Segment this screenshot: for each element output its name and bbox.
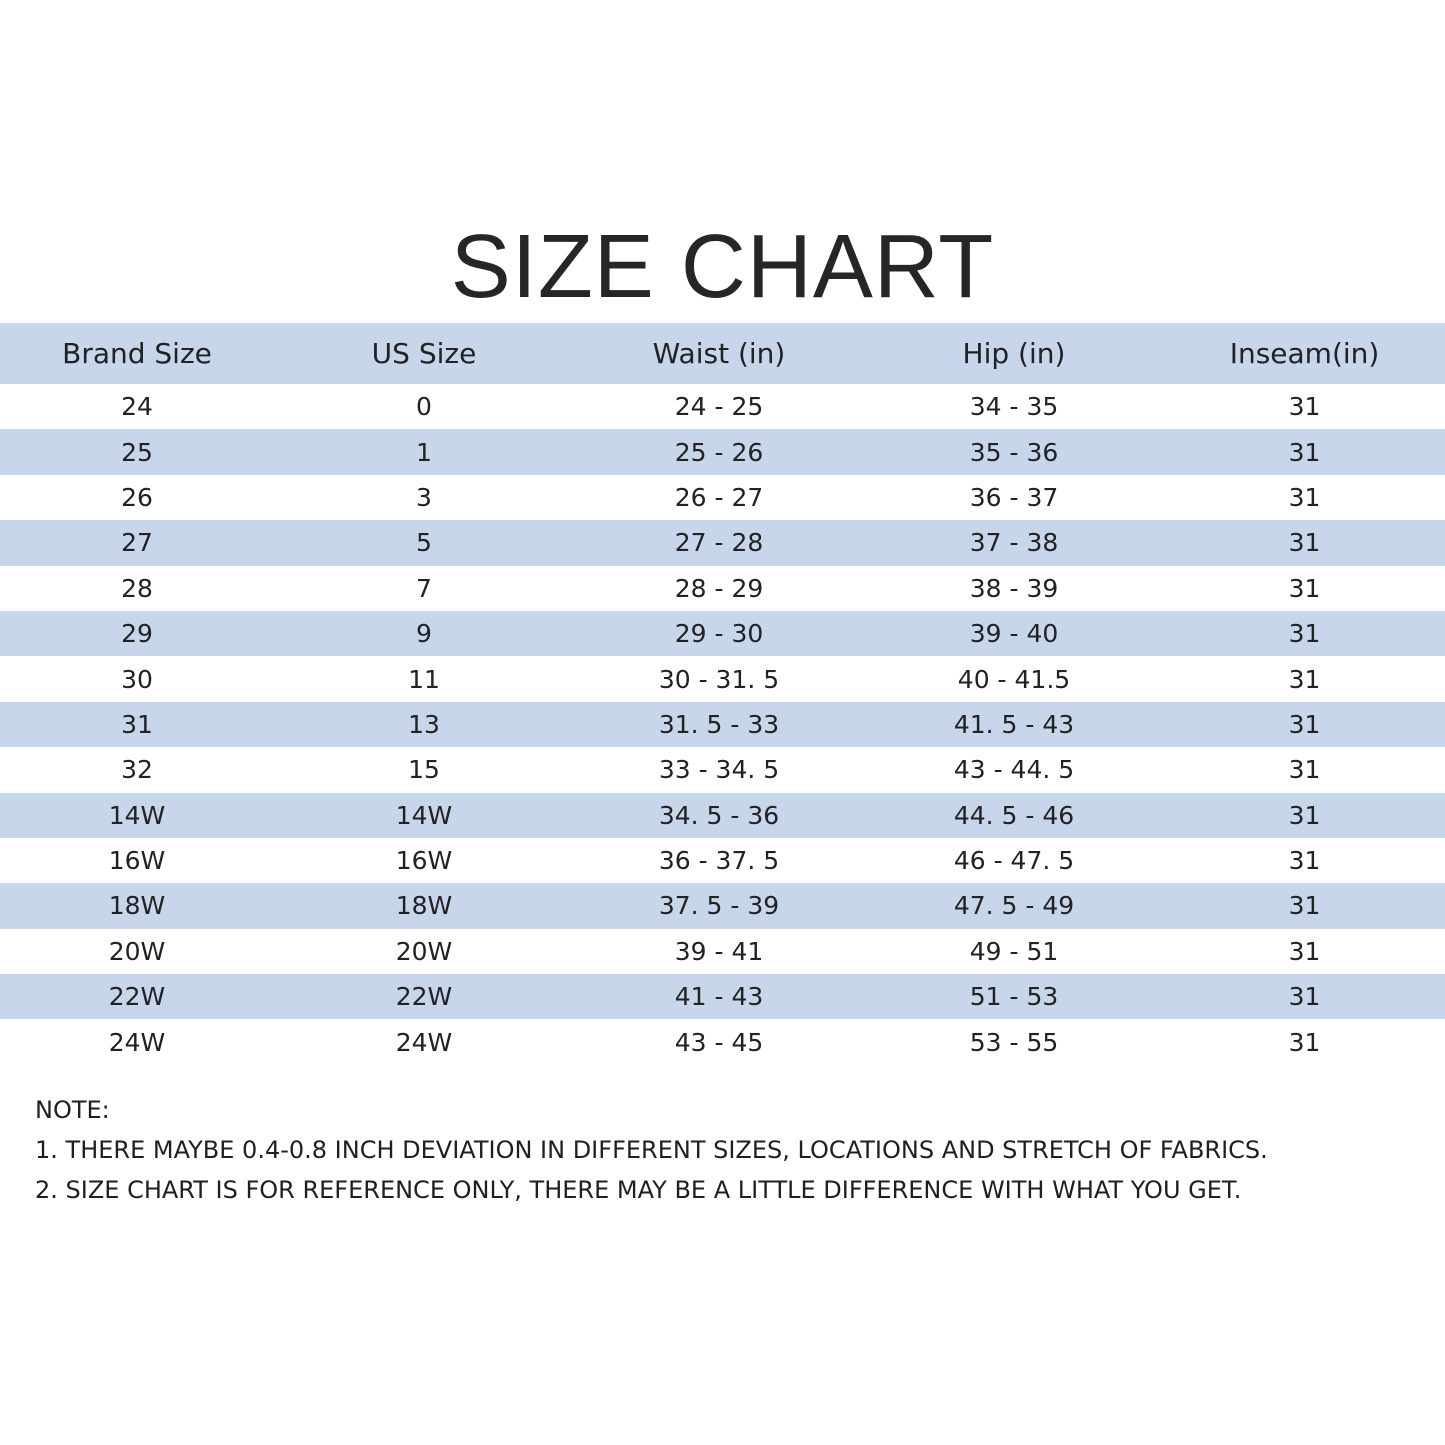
cell-waist: 25 - 26 [674,437,764,467]
cell-hip: 43 - 44. 5 [953,755,1075,785]
cell-waist: 29 - 30 [674,619,764,649]
column-header-hip: Hip (in) [962,337,1066,370]
size-chart-table [0,323,1445,1065]
notes-heading: NOTE: [35,1096,110,1124]
cell-hip: 37 - 38 [969,528,1059,558]
cell-hip: 39 - 40 [969,619,1059,649]
cell-brand-size: 24W [108,1027,166,1057]
cell-hip: 36 - 37 [969,482,1059,512]
note-line-2: 2. SIZE CHART IS FOR REFERENCE ONLY, THERE MAY BE A LITTLE DIFFERENCE WITH WHAT YOU GET. [35,1176,1242,1204]
cell-inseam: 31 [1288,936,1321,966]
cell-us-size: 16W [395,846,453,876]
cell-us-size: 24W [395,1027,453,1057]
table-row [0,566,1445,611]
cell-us-size: 7 [416,573,432,603]
cell-us-size: 18W [395,891,453,921]
cell-inseam: 31 [1288,392,1321,422]
cell-waist: 26 - 27 [674,482,764,512]
cell-inseam: 31 [1288,846,1321,876]
cell-brand-size: 22W [108,982,166,1012]
cell-waist: 30 - 31. 5 [658,664,780,694]
cell-hip: 51 - 53 [969,982,1059,1012]
column-header-brand-size: Brand Size [62,337,212,370]
cell-us-size: 1 [416,437,432,467]
cell-brand-size: 14W [108,800,166,830]
cell-us-size: 15 [408,755,440,785]
cell-waist: 37. 5 - 39 [658,891,780,921]
table-row [0,611,1445,656]
cell-waist: 41 - 43 [674,982,764,1012]
cell-waist: 43 - 45 [674,1027,764,1057]
note-line-1: 1. THERE MAYBE 0.4-0.8 INCH DEVIATION IN DIFFERENT SIZES, LOCATIONS AND STRETCH OF FABRICS. [35,1136,1268,1164]
cell-waist: 31. 5 - 33 [658,709,780,739]
cell-hip: 34 - 35 [969,392,1059,422]
table-row [0,520,1445,565]
cell-brand-size: 16W [108,846,166,876]
table-row [0,656,1445,701]
cell-waist: 33 - 34. 5 [658,755,780,785]
table-row [0,883,1445,928]
cell-brand-size: 27 [121,528,153,558]
table-row [0,384,1445,429]
cell-hip: 38 - 39 [969,573,1059,603]
table-row [0,793,1445,838]
cell-us-size: 22W [395,982,453,1012]
cell-brand-size: 18W [108,891,166,921]
cell-waist: 36 - 37. 5 [658,846,780,876]
cell-us-size: 3 [416,482,432,512]
cell-brand-size: 24 [121,392,153,422]
cell-waist: 24 - 25 [674,392,764,422]
cell-brand-size: 31 [121,709,153,739]
table-row [0,1019,1445,1064]
cell-inseam: 31 [1288,982,1321,1012]
table-row [0,702,1445,747]
cell-inseam: 31 [1288,800,1321,830]
cell-inseam: 31 [1288,755,1321,785]
column-header-waist: Waist (in) [652,337,786,370]
cell-inseam: 31 [1288,482,1321,512]
cell-hip: 46 - 47. 5 [953,846,1075,876]
table-row [0,929,1445,974]
cell-hip: 44. 5 - 46 [953,800,1075,830]
page-title: SIZE CHART [450,217,995,317]
cell-us-size: 5 [416,528,432,558]
cell-brand-size: 29 [121,619,153,649]
cell-brand-size: 32 [121,755,153,785]
cell-hip: 47. 5 - 49 [953,891,1075,921]
cell-us-size: 9 [416,619,432,649]
table-row [0,838,1445,883]
cell-inseam: 31 [1288,891,1321,921]
cell-inseam: 31 [1288,709,1321,739]
cell-hip: 35 - 36 [969,437,1059,467]
cell-us-size: 14W [395,800,453,830]
notes-section [35,1090,1425,1210]
cell-inseam: 31 [1288,437,1321,467]
cell-us-size: 13 [408,709,440,739]
cell-inseam: 31 [1288,664,1321,694]
cell-brand-size: 25 [121,437,153,467]
cell-us-size: 11 [408,664,440,694]
cell-waist: 39 - 41 [674,936,764,966]
cell-waist: 34. 5 - 36 [658,800,780,830]
column-header-us-size: US Size [371,337,477,370]
cell-inseam: 31 [1288,1027,1321,1057]
cell-waist: 27 - 28 [674,528,764,558]
cell-brand-size: 28 [121,573,153,603]
cell-brand-size: 26 [121,482,153,512]
cell-us-size: 0 [416,392,432,422]
cell-hip: 49 - 51 [969,936,1059,966]
cell-brand-size: 20W [108,936,166,966]
cell-inseam: 31 [1288,573,1321,603]
cell-hip: 41. 5 - 43 [953,709,1075,739]
table-header-row [0,323,1445,384]
cell-brand-size: 30 [121,664,153,694]
table-row [0,747,1445,792]
cell-inseam: 31 [1288,619,1321,649]
cell-waist: 28 - 29 [674,573,764,603]
table-row [0,974,1445,1019]
table-body [0,384,1445,1065]
cell-inseam: 31 [1288,528,1321,558]
cell-hip: 40 - 41.5 [957,664,1071,694]
cell-hip: 53 - 55 [969,1027,1059,1057]
cell-us-size: 20W [395,936,453,966]
table-row [0,429,1445,474]
column-header-inseam: Inseam(in) [1229,337,1380,370]
table-row [0,475,1445,520]
